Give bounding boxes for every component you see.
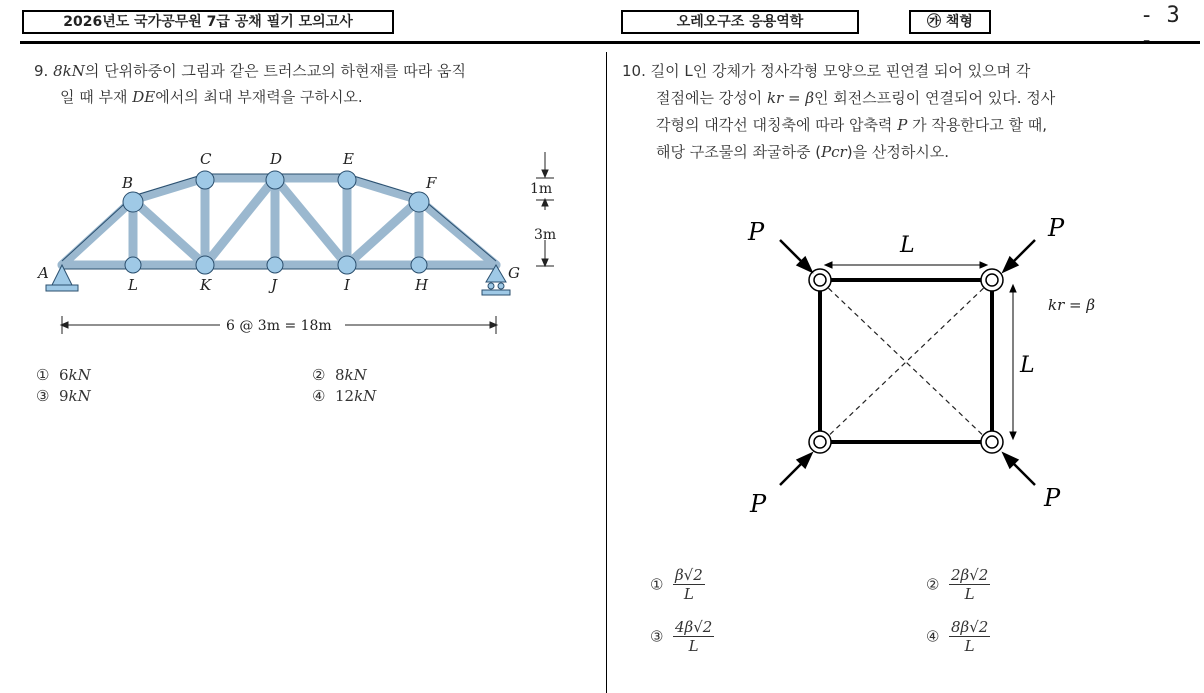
q10-load-symbol: P [897, 116, 908, 134]
q9-member: DE [132, 88, 156, 106]
node-B: B [122, 174, 134, 192]
node-E: E [343, 150, 354, 168]
booklet-box: ㉮ 책형 [909, 10, 991, 34]
spring-stiffness-label: kr = β [1048, 296, 1096, 314]
span-dimension: 6 @ 3m = 18m [226, 318, 332, 334]
square-frame-figure [730, 210, 1130, 520]
dim-3m: 3m [534, 227, 557, 243]
q10-option-3[interactable]: ③ $\frac{4\beta√2}{L}$ [650, 618, 713, 655]
q10-text [622, 58, 1192, 166]
q9-option-2[interactable]: ② 8kN [312, 366, 367, 384]
q10-option-2[interactable]: ② $\frac{2\beta√2}{L}$ [926, 566, 989, 603]
node-K: K [200, 276, 212, 294]
page-number: - 3 [1140, 3, 1180, 28]
node-G: G [508, 264, 520, 282]
dim-1m: 1m [530, 181, 553, 197]
node-C: C [200, 150, 212, 168]
node-H: H [415, 276, 429, 294]
q10-line4-pre: 해당 구조물의 좌굴하중 ( [656, 143, 822, 161]
node-F: F [426, 174, 437, 192]
q10-line3-post: 가 작용한다고 할 때, [907, 116, 1048, 134]
q9-option-4[interactable]: ④ 12kN [312, 387, 377, 405]
load-P-top-left: P [748, 218, 765, 246]
node-A: A [38, 264, 49, 282]
truss-figure [30, 140, 580, 345]
q10-line3-pre: 각형의 대각선 대칭축에 따라 압축력 [656, 116, 898, 134]
load-P-top-right: P [1048, 214, 1065, 242]
subject-box: 오레오구조 응용역학 [621, 10, 859, 34]
q9-option-1[interactable]: ① 6kN [36, 366, 91, 384]
load-P-bottom-right: P [1044, 484, 1061, 512]
node-J: J [271, 276, 278, 294]
node-L: L [128, 276, 138, 294]
q10-line4-post: )을 산정하시오. [846, 143, 950, 161]
q9-load-unit: kN [62, 62, 85, 80]
q10-option-1[interactable]: ① $\frac{\beta√2}{L}$ [650, 566, 703, 603]
q9-option-3[interactable]: ③ 9kN [36, 387, 91, 405]
q10-number: 10. [622, 62, 646, 80]
load-P-bottom-left: P [750, 490, 767, 518]
q9-line1: 의 단위하중이 그림과 같은 트러스교의 하현재를 따라 움직 [84, 62, 466, 80]
q9-text [34, 58, 594, 110]
q9-load-value: 8 [53, 62, 63, 80]
node-D: D [270, 150, 283, 168]
length-L-right: L [1020, 353, 1035, 378]
q9-line2-post: 에서의 최대 부재력을 구하시오. [155, 88, 363, 106]
q10-line1: 길이 L인 강체가 정사각형 모양으로 핀연결 되어 있으며 각 [650, 62, 1031, 80]
q9-number: 9. [34, 62, 49, 80]
node-I: I [344, 276, 350, 294]
column-divider [606, 52, 607, 693]
q10-stiffness: kr = β [766, 89, 815, 107]
length-L-top: L [900, 233, 915, 258]
q9-line2-pre: 일 때 부재 [60, 88, 133, 106]
q10-line2-post: 인 회전스프링이 연결되어 있다. 정사 [814, 89, 1056, 107]
q10-pcr-symbol: Pcr [821, 143, 847, 161]
q10-option-4[interactable]: ④ $\frac{8\beta√2}{L}$ [926, 618, 989, 655]
exam-title-box: 2026년도 국가공무원 7급 공채 필기 모의고사 [22, 10, 394, 34]
header-rule [20, 41, 1200, 44]
q10-line2-pre: 절점에는 강성이 [656, 89, 767, 107]
